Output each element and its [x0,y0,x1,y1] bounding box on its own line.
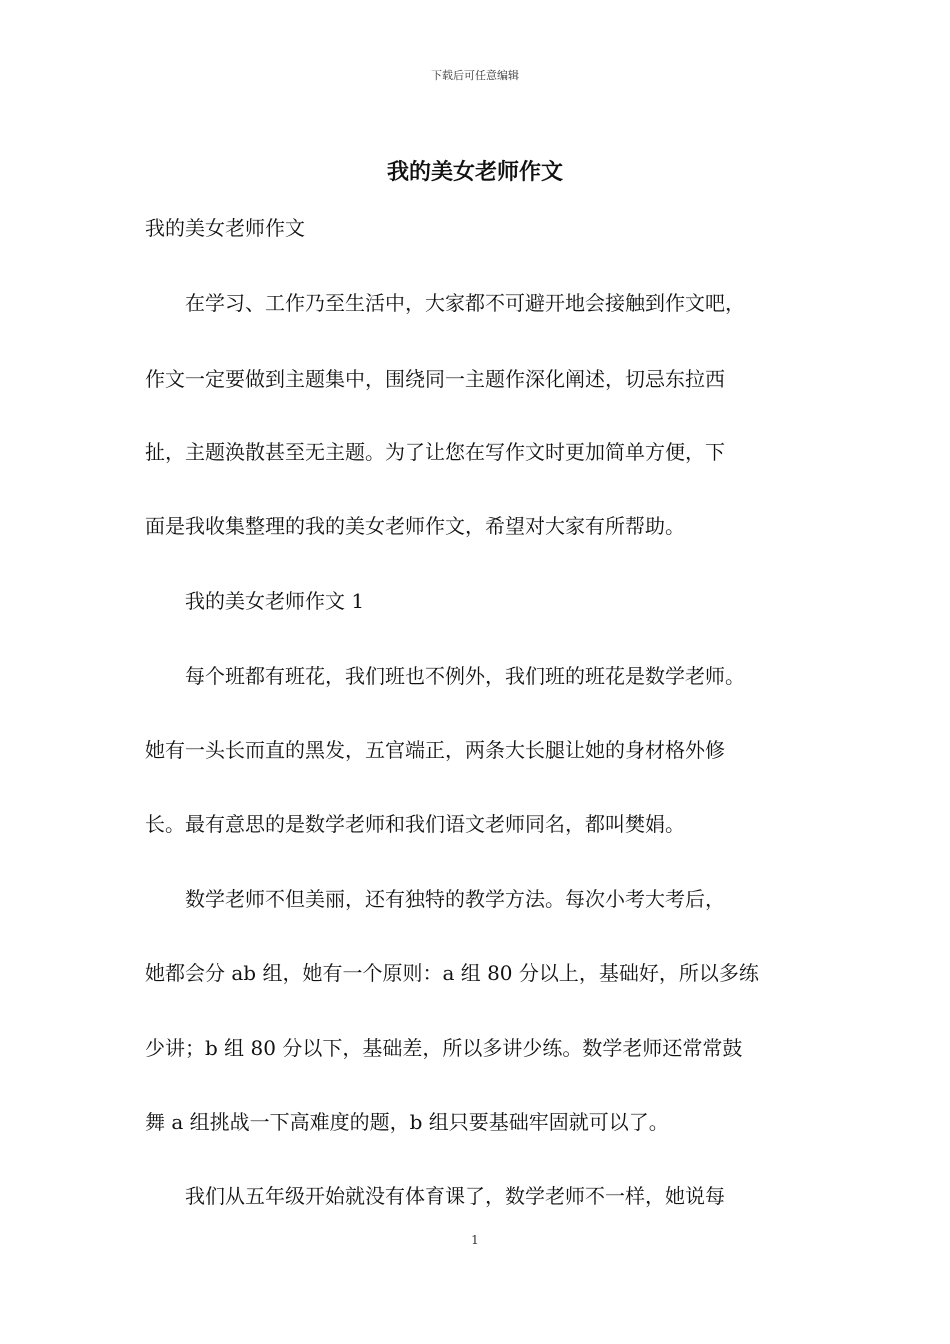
paragraph-line-9: 她都会分 ab 组，她有一个原则：a 组 80 分以上，基础好，所以多练 [145,961,759,985]
page-number: 1 [471,1233,479,1247]
document-title: 我的美女老师作文 [386,159,563,185]
paragraph-line-12: 我们从五年级开始就没有体育课了，数学老师不一样，她说每 [145,1184,725,1208]
paragraph-line-6: 她有一头长而直的黑发，五官端正，两条大长腿让她的身材格外修 [145,738,725,762]
paragraph-line-4: 面是我收集整理的我的美女老师作文，希望对大家有所帮助。 [145,514,685,538]
paragraph-line-7: 长。最有意思的是数学老师和我们语文老师同名，都叫樊娟。 [145,812,685,836]
paragraph-line-3: 扯，主题涣散甚至无主题。为了让您在写作文时更加简单方便，下 [145,440,725,464]
paragraph-line-5: 每个班都有班花，我们班也不例外，我们班的班花是数学老师。 [145,664,745,688]
paragraph-line-2: 作文一定要做到主题集中，围绕同一主题作深化阐述，切忌东拉西 [145,367,725,391]
paragraph-line-8: 数学老师不但美丽，还有独特的教学方法。每次小考大考后， [145,887,725,911]
paragraph-line-11: 舞 a 组挑战一下高难度的题，b 组只要基础牢固就可以了。 [145,1110,669,1134]
section-heading-1: 我的美女老师作文 1 [145,589,365,613]
subtitle-line: 我的美女老师作文 [145,216,305,240]
paragraph-line-1: 在学习、工作乃至生活中，大家都不可避开地会接触到作文吧， [145,291,745,315]
header-note: 下载后可任意编辑 [431,69,519,82]
paragraph-line-10: 少讲；b 组 80 分以下，基础差，所以多讲少练。数学老师还常常鼓 [145,1036,743,1060]
